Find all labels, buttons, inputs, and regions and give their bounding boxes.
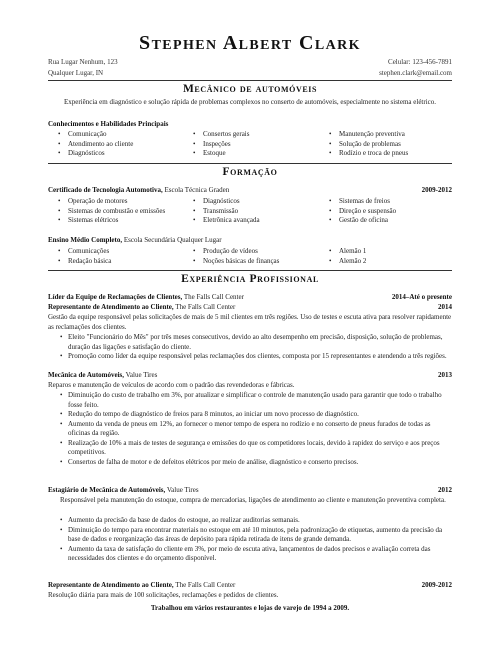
job-dates: 2014 xyxy=(438,303,452,311)
school-name: Escola Secundária Qualquer Lugar xyxy=(122,236,222,244)
course-item: • Redação básica xyxy=(58,257,111,267)
candidate-name: Stephen Albert Clark xyxy=(139,32,361,54)
course-item: • Noções básicas de finanças xyxy=(193,257,279,267)
skill-item: • Manutenção preventiva xyxy=(329,130,408,140)
education-title: Formação xyxy=(222,166,278,178)
job-company: Value Tires xyxy=(124,371,158,379)
courses-col-3 xyxy=(329,197,396,226)
skills-heading: Conhecimentos e Habilidades Principais xyxy=(48,120,169,128)
header-divider xyxy=(48,80,452,81)
education-dates: 2009-2012 xyxy=(421,186,452,194)
job-role: Estagiário de Mecânica de Automóveis, xyxy=(48,486,166,494)
job-bullet: • Redução do tempo de diagnóstico de freios para 8 minutos, ao iniciar um novo processo de diagnóstico. xyxy=(60,410,452,420)
job-bullets xyxy=(60,333,452,362)
objective-title: Mecânico de automóveis xyxy=(182,83,318,95)
job-dates: 2014–Até o presente xyxy=(391,293,452,301)
course-item: • Transmissão xyxy=(193,207,260,217)
job-bullets xyxy=(60,516,452,564)
courses-col-2 xyxy=(193,197,260,226)
skill-item: • Solução de problemas xyxy=(329,140,408,150)
job-dates: 2013 xyxy=(438,371,452,379)
job-summary: Gestão da equipe responsável pelas solicitações de mais de 5 mil clientes em três regiões. Uso de testes e escuta ativa para resolver rapidamente as reclamações dos clientes. xyxy=(48,313,452,331)
degree-name: Certificado de Tecnologia Automotiva, xyxy=(48,186,163,194)
address-block xyxy=(48,57,118,79)
degree-name: Ensino Médio Completo, xyxy=(48,236,123,244)
skill-item: • Comunicação xyxy=(58,130,133,140)
course-item: • Eletrônica avançada xyxy=(193,216,260,226)
skill-item: • Diagnósticos xyxy=(58,149,133,159)
job-summary: Reparos e manutenção de veículos de acordo com o padrão das revendedoras e fábricas. xyxy=(48,381,295,389)
job-bullet: • Aumento da venda de pneus em 12%, ao fornecer o menor tempo de espera no rodízio e no conserto de pneus furados de todas as oficinas da região. xyxy=(60,420,452,439)
closing-note: Trabalhou em vários restaurantes e lojas de varejo de 1994 a 2009. xyxy=(150,604,350,612)
skill-item: • Atendimento ao cliente xyxy=(58,140,133,150)
course-item: • Diagnósticos xyxy=(193,197,260,207)
skill-item: • Inspeções xyxy=(193,140,249,150)
job-bullet: • Realização de 10% a mais de testes de segurança e emissões do que os competidores locais, devido à rapidez do serviço e aos preços competitivos. xyxy=(60,439,452,458)
course-item: • Produção de vídeos xyxy=(193,247,279,257)
job-bullet: • Aumento da taxa de satisfação do cliente em 3%, por meio de escuta ativa, lançamentos de dados precisos e avaliação correta das necessidades dos clientes e do orçamento disponível. xyxy=(60,545,452,564)
job-summary: Resolução diária para mais de 100 solicitações, reclamações e pedidos de clientes. xyxy=(48,591,279,599)
section-divider xyxy=(48,163,452,164)
course-item: • Alemão 1 xyxy=(329,247,366,257)
job-role: Líder da Equipe de Reclamações de Clientes, xyxy=(48,293,183,301)
job-bullets xyxy=(60,391,452,467)
job-role: Representante de Atendimento ao Cliente, xyxy=(48,581,174,589)
courses-col-2 xyxy=(193,247,279,266)
course-item: • Alemão 2 xyxy=(329,257,366,267)
skill-item: • Rodízio e troca de pneus xyxy=(329,149,408,159)
course-item: • Sistemas elétricos xyxy=(58,216,165,226)
job-role: Representante de Atendimento ao Cliente, xyxy=(48,303,174,311)
objective-text: Experiência em diagnóstico e solução rápida de problemas complexos no conserto de automóveis, especialmente no sistema elétrico. xyxy=(63,98,437,106)
skills-col-1 xyxy=(58,130,133,159)
course-item: • Gestão de oficina xyxy=(329,216,396,226)
skills-col-3 xyxy=(329,130,408,159)
email-address: stephen.clark@email.com xyxy=(379,69,452,77)
job-summary: Responsável pela manutenção do estoque, compra de mercadorias, ligações de atendimento ao cliente e manutenção preventiva completa. xyxy=(60,496,446,504)
job-role: Mecânica de Automóveis, xyxy=(48,371,125,379)
job-company: The Falls Call Center xyxy=(173,303,236,311)
contact-block xyxy=(379,57,452,79)
job-bullet: • Diminuição do tempo para encontrar materiais no estoque em até 10 minutos, pela padronização de etiquetas, aumento da precisão da base de dados e reorganização das áreas de depósito para rápida retirada de itens de grande demanda. xyxy=(60,526,452,545)
job-bullet: • Diminuição do custo de trabalho em 3%, por atualizar e simplificar o controle de manutenção usado para garantir que todo o trabalho fosse feito. xyxy=(60,391,452,410)
job-dates: 2012 xyxy=(438,486,452,494)
courses-col-1 xyxy=(58,247,111,266)
experience-title: Experiência Profissional xyxy=(181,273,319,285)
job-company: The Falls Call Center xyxy=(182,293,244,301)
course-item: • Sistemas de combustão e emissões xyxy=(58,207,165,217)
phone-number: Celular: 123-456-7891 xyxy=(388,58,452,66)
course-item: • Operação de motores xyxy=(58,197,165,207)
courses-col-3 xyxy=(329,247,366,266)
course-item: • Direção e suspensão xyxy=(329,207,396,217)
address-line-2: Qualquer Lugar, IN xyxy=(48,69,104,77)
job-company: The Falls Call Center xyxy=(173,581,236,589)
job-dates: 2009-2012 xyxy=(421,581,452,589)
school-name: Escola Técnica Graden xyxy=(162,186,230,194)
address-line-1: Rua Lugar Nenhum, 123 xyxy=(48,58,118,66)
skill-item: • Estoque xyxy=(193,149,249,159)
job-bullet: • Eleito "Funcionário do Mês" por três meses consecutivos, devido ao alto desempenho em precisão, disposição, solução de problemas, duração das ligações e satisfação do cliente. xyxy=(60,333,452,352)
course-item: • Sistemas de freios xyxy=(329,197,396,207)
section-divider xyxy=(48,270,452,271)
job-company: Value Tires xyxy=(165,486,199,494)
courses-col-1 xyxy=(58,197,165,226)
skills-col-2 xyxy=(193,130,249,159)
job-bullet: • Consertos de falha de motor e de defeitos elétricos por meio de análise, diagnóstico e conserto precisos. xyxy=(60,458,452,468)
skill-item: • Consertos gerais xyxy=(193,130,249,140)
job-bullet: • Aumento da precisão da base de dados do estoque, ao realizar auditorias semanais. xyxy=(60,516,452,526)
job-bullet: • Promoção como líder da equipe responsável pelas reclamações dos clientes, composta por 15 representantes e atendendo a três regiões. xyxy=(60,352,452,362)
course-item: • Comunicações xyxy=(58,247,111,257)
